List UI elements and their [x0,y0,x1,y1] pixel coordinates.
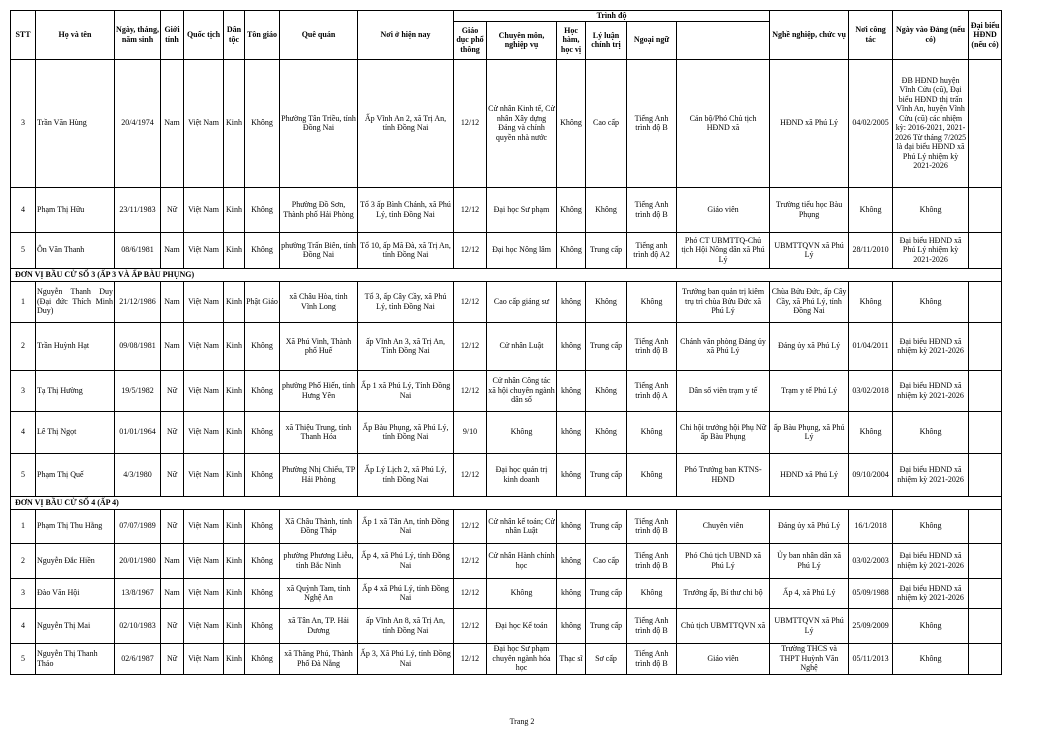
cell-giao-duc: 12/12 [454,643,487,674]
table-row [11,509,1002,543]
table-body [11,59,1002,674]
cell-noi-cong-tac: HĐND xã Phú Lý [770,453,849,496]
table-header [11,11,1002,60]
cell-chuyen-mon: Cử nhân Hành chính học [487,543,557,578]
cell-dan-toc: Kinh [224,281,245,322]
cell-ghi-chu [969,187,1002,232]
cell-ly-luan: Không [586,187,627,232]
cell-dai-bieu: Đại biểu HĐND xã Phú Lý nhiệm kỳ 2021-2026 [893,232,969,268]
cell-nghe-nghiep: Giáo viên [677,187,770,232]
cell-ngay-vao-dang: 03/02/2018 [849,370,893,411]
cell-ho-ten: Phạm Thị Thu Hằng [36,509,115,543]
cell-ngoai-ngu: Không [627,411,677,453]
cell-stt: 4 [11,411,36,453]
cell-noi-o: Ấp Bàu Phụng, xã Phú Lý, tỉnh Đồng Nai [358,411,454,453]
cell-ton-giao: Không [245,608,280,643]
cell-ngay-vao-dang: 05/11/2013 [849,643,893,674]
cell-ngay-sinh: 20/4/1974 [115,59,161,187]
cell-quoc-tich: Việt Nam [184,232,224,268]
cell-ngay-sinh: 09/08/1981 [115,322,161,370]
cell-que-quan: phường Phố Hiến, tỉnh Hưng Yên [280,370,358,411]
cell-noi-o: ấp Vĩnh An 8, xã Trị An, tỉnh Đồng Nai [358,608,454,643]
cell-ngoai-ngu: Tiếng Anh trình độ B [627,322,677,370]
header-general-education: Giáo dục phổ thông [454,21,487,59]
header-gender: Giới tính [161,11,184,60]
header-political-theory: Lý luận chính trị [586,21,627,59]
cell-quoc-tich: Việt Nam [184,59,224,187]
cell-gioi-tinh: Nữ [161,453,184,496]
cell-dan-toc: Kinh [224,578,245,608]
header-occupation: Nghề nghiệp, chức vụ [770,11,849,60]
cell-dan-toc: Kinh [224,370,245,411]
cell-ngoai-ngu: Tiếng Anh trình độ B [627,608,677,643]
cell-que-quan: Xã Châu Thành, tỉnh Đồng Tháp [280,509,358,543]
cell-que-quan: Phường Nhị Chiểu, TP Hải Phòng [280,453,358,496]
cell-ly-luan: Không [586,281,627,322]
cell-chuyen-mon: Đại học Sư phạm chuyên ngành hóa học [487,643,557,674]
section-row [11,496,1002,509]
header-birthdate: Ngày, tháng, năm sinh [115,11,161,60]
cell-ton-giao: Không [245,59,280,187]
cell-ghi-chu [969,643,1002,674]
header-hometown: Quê quán [280,11,358,60]
cell-quoc-tich: Việt Nam [184,608,224,643]
cell-dan-toc: Kinh [224,543,245,578]
cell-nghe-nghiep: Cán bộ/Phó Chủ tịch HĐND xã [677,59,770,187]
cell-ly-luan: Trung cấp [586,232,627,268]
cell-ngay-vao-dang: 25/09/2009 [849,608,893,643]
cell-noi-cong-tac: Trạm y tế Phú Lý [770,370,849,411]
cell-dai-bieu: Không [893,281,969,322]
cell-ho-ten: Tạ Thị Hường [36,370,115,411]
cell-que-quan: phường Trấn Biên, tỉnh Đồng Nai [280,232,358,268]
cell-ngay-vao-dang: 28/11/2010 [849,232,893,268]
cell-dai-bieu: Không [893,411,969,453]
table-row [11,370,1002,411]
cell-dai-bieu: Không [893,608,969,643]
table-row [11,578,1002,608]
cell-ngoai-ngu: Không [627,453,677,496]
cell-giao-duc: 12/12 [454,453,487,496]
cell-dai-bieu: ĐB HĐND huyện Vĩnh Cửu (cũ), Đại biểu HĐND thị trấn Vĩnh An, huyện Vĩnh Cửu (cũ) các nhiệm kỳ: 2016-2021, 2021-2026 Từ tháng 7/2025 là đại biểu HĐND xã Phú Lý nhiệm kỳ 2021-2026 [893,59,969,187]
table-row [11,411,1002,453]
cell-quoc-tich: Việt Nam [184,509,224,543]
cell-ton-giao: Không [245,322,280,370]
cell-ly-luan: Trung cấp [586,453,627,496]
cell-que-quan: Phường Tân Triều, tỉnh Đồng Nai [280,59,358,187]
cell-stt: 5 [11,643,36,674]
cell-ngoai-ngu: Tiếng Anh trình độ B [627,59,677,187]
candidate-table [10,10,1002,675]
header-profession: Chuyên môn, nghiệp vụ [487,21,557,59]
cell-stt: 1 [11,281,36,322]
cell-quoc-tich: Việt Nam [184,453,224,496]
cell-stt: 2 [11,322,36,370]
cell-noi-o: Ấp Lý Lịch 2, xã Phú Lý, tỉnh Đồng Nai [358,453,454,496]
cell-dai-bieu: Đại biểu HĐND xã nhiệm kỳ 2021-2026 [893,578,969,608]
cell-chuyen-mon: Đại học quản trị kinh doanh [487,453,557,496]
header-residence: Nơi ở hiện nay [358,11,454,60]
cell-ly-luan: Trung cấp [586,608,627,643]
cell-noi-o: ấp Vĩnh An 3, xã Trị An, Tỉnh Đồng Nai [358,322,454,370]
cell-giao-duc: 12/12 [454,543,487,578]
cell-stt: 4 [11,187,36,232]
cell-dan-toc: Kinh [224,59,245,187]
cell-noi-cong-tac: Đảng ủy xã Phú Lý [770,322,849,370]
cell-ngay-vao-dang: 09/10/2004 [849,453,893,496]
cell-gioi-tinh: Nữ [161,643,184,674]
cell-ngoai-ngu: Không [627,281,677,322]
cell-ngay-sinh: 08/6/1981 [115,232,161,268]
cell-hoc-ham: không [557,453,586,496]
table-row [11,322,1002,370]
cell-quoc-tich: Việt Nam [184,322,224,370]
cell-ngoai-ngu: Tiếng Anh trình độ B [627,543,677,578]
cell-dan-toc: Kinh [224,509,245,543]
cell-giao-duc: 12/12 [454,232,487,268]
cell-ghi-chu [969,281,1002,322]
cell-ngay-sinh: 19/5/1982 [115,370,161,411]
cell-ngay-sinh: 13/8/1967 [115,578,161,608]
header-party-date: Ngày vào Đảng (nếu có) [893,11,969,60]
cell-dan-toc: Kinh [224,608,245,643]
cell-giao-duc: 12/12 [454,187,487,232]
cell-ly-luan: Trung cấp [586,509,627,543]
cell-giao-duc: 12/12 [454,59,487,187]
cell-ngay-sinh: 02/10/1983 [115,608,161,643]
cell-quoc-tich: Việt Nam [184,281,224,322]
cell-ghi-chu [969,509,1002,543]
cell-ho-ten: Phạm Thị Hữu [36,187,115,232]
cell-ly-luan: Trung cấp [586,578,627,608]
section-row [11,268,1002,281]
cell-ly-luan: Cao cấp [586,59,627,187]
cell-que-quan: xã Tân An, TP. Hải Dương [280,608,358,643]
cell-noi-cong-tac: HĐND xã Phú Lý [770,59,849,187]
section-title: ĐƠN VỊ BẦU CỬ SỐ 4 (ẤP 4) [11,496,1002,509]
cell-giao-duc: 12/12 [454,578,487,608]
cell-ngay-vao-dang: Không [849,187,893,232]
cell-gioi-tinh: Nam [161,281,184,322]
cell-ho-ten: Phạm Thị Quế [36,453,115,496]
cell-noi-cong-tac: UBMTTQVN xã Phú Lý [770,232,849,268]
cell-dai-bieu: Đại biểu HĐND xã nhiệm kỳ 2021-2026 [893,453,969,496]
cell-hoc-ham: không [557,322,586,370]
cell-noi-o: Tổ 3 ấp Bình Chánh, xã Phú Lý, tỉnh Đồng Nai [358,187,454,232]
cell-ngay-vao-dang: 05/09/1988 [849,578,893,608]
cell-hoc-ham: không [557,411,586,453]
cell-giao-duc: 12/12 [454,509,487,543]
cell-ton-giao: Không [245,187,280,232]
cell-chuyen-mon: Đại học Sư phạm [487,187,557,232]
cell-noi-cong-tac: Ấp 4, xã Phú Lý [770,578,849,608]
cell-ngoai-ngu: Tiếng Anh trình độ B [627,643,677,674]
cell-gioi-tinh: Nam [161,59,184,187]
cell-ton-giao: Không [245,543,280,578]
cell-ngay-vao-dang: Không [849,411,893,453]
cell-nghe-nghiep: Trưởng ban quản trị kiêm trụ trì chùa Bửu Đức xã Phú Lý [677,281,770,322]
cell-quoc-tich: Việt Nam [184,543,224,578]
cell-ghi-chu [969,59,1002,187]
table-row [11,453,1002,496]
cell-chuyen-mon: Cao cấp giảng sư [487,281,557,322]
cell-giao-duc: 12/12 [454,370,487,411]
cell-nghe-nghiep: Giáo viên [677,643,770,674]
cell-que-quan: xã Thăng Phú, Thành Phố Đà Nẵng [280,643,358,674]
cell-nghe-nghiep: Chánh văn phòng Đảng ủy xã Phú Lý [677,322,770,370]
cell-dan-toc: Kinh [224,411,245,453]
cell-stt: 3 [11,578,36,608]
cell-gioi-tinh: Nam [161,578,184,608]
cell-chuyen-mon: Cử nhân Công tác xã hội chuyên ngành dân số [487,370,557,411]
cell-stt: 5 [11,232,36,268]
table-row [11,643,1002,674]
cell-ly-luan: Không [586,411,627,453]
cell-ngay-sinh: 21/12/1986 [115,281,161,322]
cell-dan-toc: Kinh [224,643,245,674]
header-workplace: Nơi công tác [849,11,893,60]
cell-que-quan: phường Phương Liễu, tỉnh Bắc Ninh [280,543,358,578]
cell-ton-giao: Không [245,411,280,453]
header-stt: STT [11,11,36,60]
cell-ngay-sinh: 01/01/1964 [115,411,161,453]
cell-giao-duc: 9/10 [454,411,487,453]
cell-ngay-vao-dang: 01/04/2011 [849,322,893,370]
header-academic-title: Học hàm, học vị [557,21,586,59]
cell-quoc-tich: Việt Nam [184,578,224,608]
cell-chuyen-mon: Đại học Nông lâm [487,232,557,268]
cell-gioi-tinh: Nữ [161,187,184,232]
cell-ghi-chu [969,370,1002,411]
cell-ngoai-ngu: Tiếng anh trình độ A2 [627,232,677,268]
cell-ho-ten: Lê Thị Ngọt [36,411,115,453]
cell-ngay-vao-dang: 04/02/2005 [849,59,893,187]
cell-dai-bieu: Không [893,643,969,674]
cell-gioi-tinh: Nữ [161,370,184,411]
cell-ghi-chu [969,608,1002,643]
cell-gioi-tinh: Nữ [161,509,184,543]
header-council-delegate: Đại biểu HĐND (nếu có) [969,11,1002,60]
cell-ngay-sinh: 23/11/1983 [115,187,161,232]
cell-ngay-vao-dang: 16/1/2018 [849,509,893,543]
cell-ho-ten: Ôn Văn Thanh [36,232,115,268]
cell-nghe-nghiep: Trưởng ấp, Bí thư chi bộ [677,578,770,608]
cell-stt: 3 [11,59,36,187]
cell-noi-o: Tổ 10, ấp Mã Đà, xã Trị An, tỉnh Đồng Nai [358,232,454,268]
table-row [11,59,1002,187]
cell-ton-giao: Không [245,453,280,496]
header-name: Họ và tên [36,11,115,60]
cell-dan-toc: Kinh [224,322,245,370]
cell-ton-giao: Phật Giáo [245,281,280,322]
cell-nghe-nghiep: Chi hội trưởng hội Phụ Nữ ấp Bàu Phụng [677,411,770,453]
cell-dan-toc: Kinh [224,232,245,268]
header-nationality: Quốc tịch [184,11,224,60]
cell-ly-luan: Cao cấp [586,543,627,578]
cell-chuyen-mon: Đại học Kế toán [487,608,557,643]
cell-ngay-sinh: 07/07/1989 [115,509,161,543]
cell-quoc-tich: Việt Nam [184,187,224,232]
cell-giao-duc: 12/12 [454,281,487,322]
cell-noi-cong-tac: ấp Bàu Phụng, xã Phú Lý [770,411,849,453]
cell-nghe-nghiep: Chủ tịch UBMTTQVN xã [677,608,770,643]
cell-dai-bieu: Đại biểu HĐND xã nhiệm kỳ 2021-2026 [893,370,969,411]
section-title: ĐƠN VỊ BẦU CỬ SỐ 3 (ẤP 3 VÀ ẤP BÀU PHỤNG) [11,268,1002,281]
cell-ho-ten: Trần Văn Hùng [36,59,115,187]
cell-hoc-ham: không [557,608,586,643]
cell-ho-ten: Nguyễn Thị Mai [36,608,115,643]
cell-noi-cong-tac: Trường tiểu học Bàu Phụng [770,187,849,232]
cell-hoc-ham: Không [557,232,586,268]
cell-noi-o: Tổ 3, ấp Cây Cầy, xã Phú Lý, tỉnh Đồng Nai [358,281,454,322]
cell-ghi-chu [969,543,1002,578]
cell-ho-ten: Nguyễn Thanh Duy (Đại đức Thích Minh Duy) [36,281,115,322]
cell-que-quan: Phường Đồ Sơn, Thành phố Hải Phòng [280,187,358,232]
cell-giao-duc: 12/12 [454,322,487,370]
cell-gioi-tinh: Nữ [161,411,184,453]
cell-ngay-sinh: 4/3/1980 [115,453,161,496]
cell-chuyen-mon: Không [487,578,557,608]
cell-hoc-ham: không [557,281,586,322]
cell-ly-luan: Sơ cấp [586,643,627,674]
cell-chuyen-mon: Cử nhân Luật [487,322,557,370]
header-religion: Tôn giáo [245,11,280,60]
cell-nghe-nghiep: Phó Trưởng ban KTNS-HĐND [677,453,770,496]
cell-nghe-nghiep: Phó Chủ tịch UBND xã Phú Lý [677,543,770,578]
cell-ho-ten: Trần Huỳnh Hạt [36,322,115,370]
cell-chuyen-mon: Cử nhân kế toán; Cử nhân Luật [487,509,557,543]
cell-gioi-tinh: Nữ [161,608,184,643]
table-row [11,281,1002,322]
cell-noi-cong-tac: Chùa Bửu Đức, ấp Cây Cầy, xã Phú Lý, tỉnh Đồng Nai [770,281,849,322]
cell-hoc-ham: Thạc sĩ [557,643,586,674]
cell-hoc-ham: không [557,578,586,608]
cell-giao-duc: 12/12 [454,608,487,643]
cell-ghi-chu [969,411,1002,453]
cell-stt: 1 [11,509,36,543]
cell-ton-giao: Không [245,370,280,411]
cell-ton-giao: Không [245,232,280,268]
cell-hoc-ham: Không [557,59,586,187]
cell-que-quan: xã Châu Hòa, tỉnh Vĩnh Long [280,281,358,322]
cell-hoc-ham: không [557,543,586,578]
cell-que-quan: Xã Phú Vinh, Thành phố Huế [280,322,358,370]
cell-noi-cong-tac: Trường THCS và THPT Huỳnh Văn Nghệ [770,643,849,674]
cell-stt: 3 [11,370,36,411]
header-foreign-language: Ngoại ngữ [627,21,677,59]
cell-noi-cong-tac: UBMTTQVN xã Phú Lý [770,608,849,643]
cell-ngay-sinh: 20/01/1980 [115,543,161,578]
cell-ngay-vao-dang: Không [849,281,893,322]
header-qualifications: Trình độ [454,11,770,22]
cell-noi-o: Ấp 1 xã Tân An, tỉnh Đồng Nai [358,509,454,543]
cell-ngoai-ngu: Tiếng Anh trình độ B [627,187,677,232]
cell-quoc-tich: Việt Nam [184,643,224,674]
cell-ton-giao: Không [245,509,280,543]
table-row [11,187,1002,232]
cell-dai-bieu: Không [893,187,969,232]
cell-dan-toc: Kinh [224,187,245,232]
cell-ly-luan: Không [586,370,627,411]
cell-hoc-ham: không [557,509,586,543]
cell-ho-ten: Nguyễn Đắc Hiền [36,543,115,578]
cell-chuyen-mon: Cử nhân Kinh tế, Cử nhân Xây dựng Đảng và chính quyền nhà nước [487,59,557,187]
table-row [11,232,1002,268]
cell-ton-giao: Không [245,643,280,674]
cell-gioi-tinh: Nam [161,543,184,578]
cell-ho-ten: Đào Văn Hội [36,578,115,608]
cell-noi-o: Ấp 4 xã Phú Lý, tỉnh Đồng Nai [358,578,454,608]
cell-ton-giao: Không [245,578,280,608]
cell-ngoai-ngu: Không [627,578,677,608]
cell-noi-cong-tac: Đảng ủy xã Phú Lý [770,509,849,543]
cell-dai-bieu: Đại biểu HĐND xã nhiệm kỳ 2021-2026 [893,543,969,578]
cell-hoc-ham: Không [557,187,586,232]
cell-gioi-tinh: Nam [161,232,184,268]
cell-gioi-tinh: Nam [161,322,184,370]
cell-ngoai-ngu: Tiếng Anh trình độ A [627,370,677,411]
cell-noi-o: Ấp 1 xã Phú Lý, Tỉnh Đồng Nai [358,370,454,411]
page-number: Trang 2 [509,717,535,726]
cell-stt: 4 [11,608,36,643]
cell-ngay-vao-dang: 03/02/2003 [849,543,893,578]
cell-nghe-nghiep: Dân số viên trạm y tế [677,370,770,411]
cell-quoc-tich: Việt Nam [184,411,224,453]
cell-noi-cong-tac: Ủy ban nhân dân xã Phú Lý [770,543,849,578]
cell-ngoai-ngu: Tiếng Anh trình độ B [627,509,677,543]
table-row [11,543,1002,578]
cell-ly-luan: Trung cấp [586,322,627,370]
cell-que-quan: xã Thiệu Trung, tỉnh Thanh Hóa [280,411,358,453]
cell-ngay-sinh: 02/6/1987 [115,643,161,674]
cell-nghe-nghiep: Chuyên viên [677,509,770,543]
cell-ghi-chu [969,322,1002,370]
cell-dai-bieu: Không [893,509,969,543]
cell-stt: 5 [11,453,36,496]
cell-hoc-ham: không [557,370,586,411]
cell-dai-bieu: Đại biểu HĐND xã nhiệm kỳ 2021-2026 [893,322,969,370]
cell-quoc-tich: Việt Nam [184,370,224,411]
table-row [11,608,1002,643]
cell-ho-ten: Nguyễn Thị Thanh Thảo [36,643,115,674]
cell-ghi-chu [969,453,1002,496]
cell-noi-o: Ấp Vĩnh An 2, xã Trị An, tỉnh Đồng Nai [358,59,454,187]
cell-ghi-chu [969,232,1002,268]
cell-noi-o: Ấp 4, xã Phú Lý, tỉnh Đồng Nai [358,543,454,578]
cell-noi-o: Ấp 3, Xã Phú Lý, tỉnh Đồng Nai [358,643,454,674]
cell-nghe-nghiep: Phó CT UBMTTQ-Chủ tịch Hội Nông dân xã Phú Lý [677,232,770,268]
cell-stt: 2 [11,543,36,578]
cell-que-quan: xã Quỳnh Tam, tỉnh Nghệ An [280,578,358,608]
header-ethnicity: Dân tộc [224,11,245,60]
cell-ghi-chu [969,578,1002,608]
cell-dan-toc: Kinh [224,453,245,496]
cell-chuyen-mon: Không [487,411,557,453]
